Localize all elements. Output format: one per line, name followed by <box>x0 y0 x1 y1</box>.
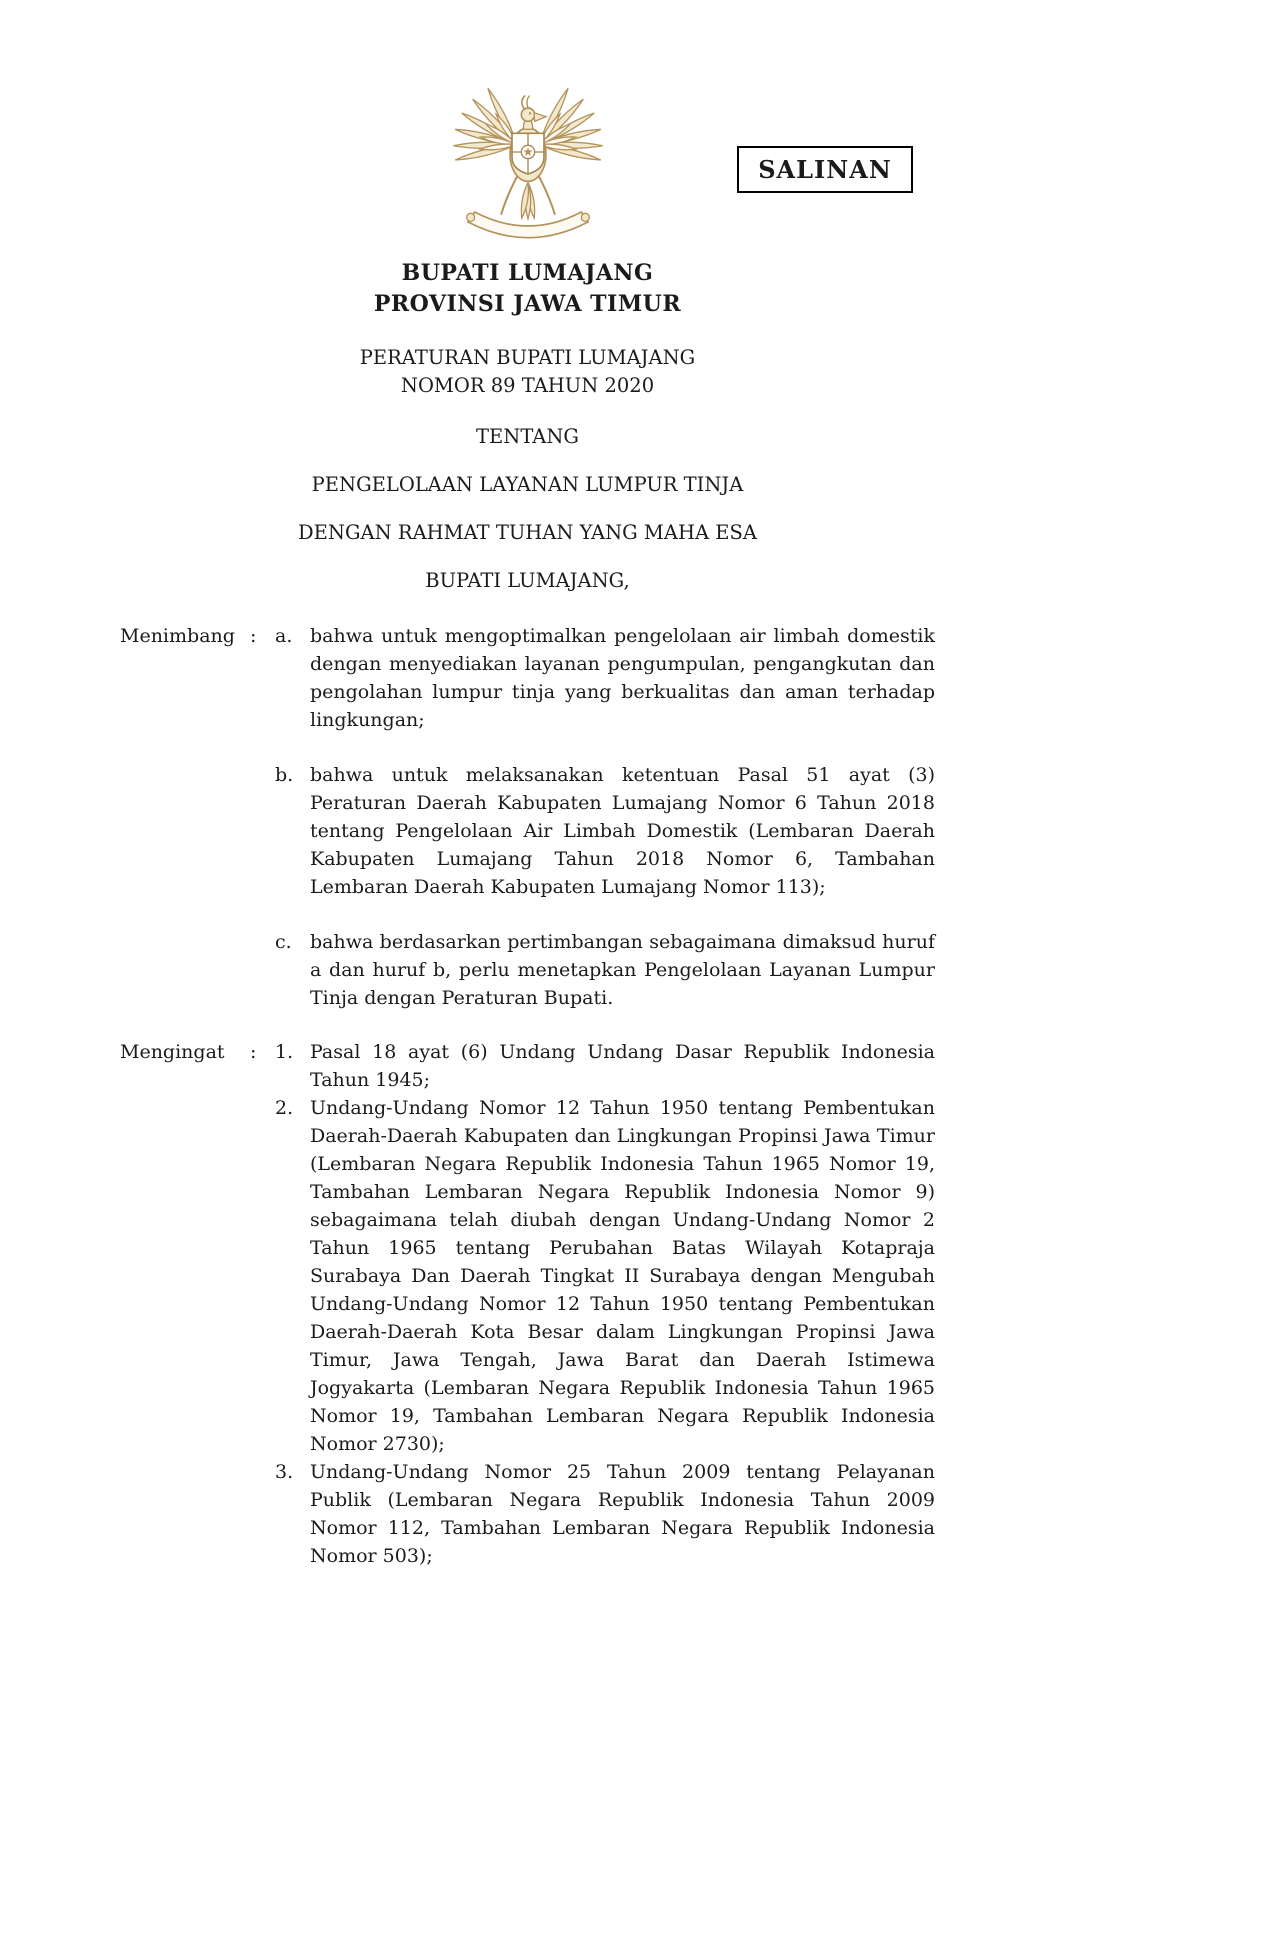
menimbang-item-a <box>120 622 935 734</box>
menimbang-colon: : <box>250 625 257 647</box>
authority-line: BUPATI LUMAJANG, <box>425 569 630 592</box>
mengingat-item-3 <box>120 1458 935 1570</box>
item-text: Undang-Undang Nomor 12 Tahun 1950 tentang Pembentukan Daerah-Daerah Kabupaten dan Lingkungan Propinsi Jawa Timur (Lembaran Negara Republik Indonesia Tahun 1965 Nomor 19, Tambahan Lembaran Negara Republik Indonesia Nomor 9) sebagaimana telah diubah dengan Undang-Undang Nomor 2 Tahun 1965 tentang Perubahan Batas Wilayah Kotapraja Surabaya Dan Daerah Tingkat II Surabaya dengan Mengubah Undang-Undang Nomor 12 Tahun 1950 tentang Pembentukan Daerah-Daerah Kota Besar dalam Lingkungan Propinsi Jawa Timur, Jawa Tengah, Jawa Barat dan Daerah Istimewa Jogyakarta (Lembaran Negara Republik Indonesia Tahun 1965 Nomor 19, Tambahan Lembaran Negara Republik Indonesia Nomor 2730); <box>310 1097 935 1455</box>
document-heading <box>120 258 935 320</box>
regulation-title: PERATURAN BUPATI LUMAJANG <box>359 346 696 369</box>
item-text: Undang-Undang Nomor 25 Tahun 2009 tentang Pelayanan Publik (Lembaran Negara Republik Indonesia Tahun 2009 Nomor 112, Tambahan Lembaran Negara Republik Indonesia Nomor 503); <box>310 1461 935 1567</box>
mengingat-item-1 <box>120 1038 935 1094</box>
menimbang-item-b <box>120 761 935 901</box>
mengingat-colon: : <box>250 1041 257 1063</box>
item-marker: b. <box>275 764 294 786</box>
mengingat-item-2 <box>120 1094 935 1458</box>
garuda-pancasila-emblem <box>428 60 628 244</box>
mengingat-section <box>120 1038 935 1570</box>
item-text: Pasal 18 ayat (6) Undang Undang Dasar Republik Indonesia Tahun 1945; <box>310 1041 935 1091</box>
menimbang-item-c <box>120 928 935 1012</box>
invocation-line: DENGAN RAHMAT TUHAN YANG MAHA ESA <box>298 521 757 544</box>
salinan-stamp <box>737 146 913 193</box>
regulation-number: NOMOR 89 TAHUN 2020 <box>400 374 655 397</box>
item-marker: 3. <box>275 1461 294 1483</box>
item-marker: a. <box>275 625 293 647</box>
menimbang-section <box>120 622 935 1012</box>
item-marker: c. <box>275 931 292 953</box>
tentang-label: TENTANG <box>476 425 579 448</box>
regulation-subject: PENGELOLAAN LAYANAN LUMPUR TINJA <box>311 473 744 496</box>
regulation-heading <box>120 344 935 400</box>
authority-title: BUPATI LUMAJANG <box>401 260 654 286</box>
item-marker: 2. <box>275 1097 294 1119</box>
menimbang-label: Menimbang <box>120 625 235 647</box>
item-text: bahwa untuk melaksanakan ketentuan Pasal 51 ayat (3) Peraturan Daerah Kabupaten Lumajang Nomor 6 Tahun 2018 tentang Pengelolaan Air Limbah Domestik (Lembaran Daerah Kabupaten Lumajang Tahun 2018 Nomor 6, Tambahan Lembaran Daerah Kabupaten Lumajang Nomor 113); <box>310 764 935 898</box>
province-title: PROVINSI JAWA TIMUR <box>373 291 682 317</box>
emblem-container <box>120 0 935 244</box>
salinan-label: SALINAN <box>758 155 892 184</box>
item-text: bahwa berdasarkan pertimbangan sebagaimana dimaksud huruf a dan huruf b, perlu menetapkan Pengelolaan Layanan Lumpur Tinja dengan Peraturan Bupati. <box>310 931 935 1009</box>
item-marker: 1. <box>275 1041 294 1063</box>
item-text: bahwa untuk mengoptimalkan pengelolaan air limbah domestik dengan menyediakan layanan pengumpulan, pengangkutan dan pengolahan lumpur tinja yang berkualitas dan aman terhadap lingkungan; <box>310 625 935 731</box>
document-content <box>120 0 935 1570</box>
mengingat-label: Mengingat <box>120 1041 225 1063</box>
